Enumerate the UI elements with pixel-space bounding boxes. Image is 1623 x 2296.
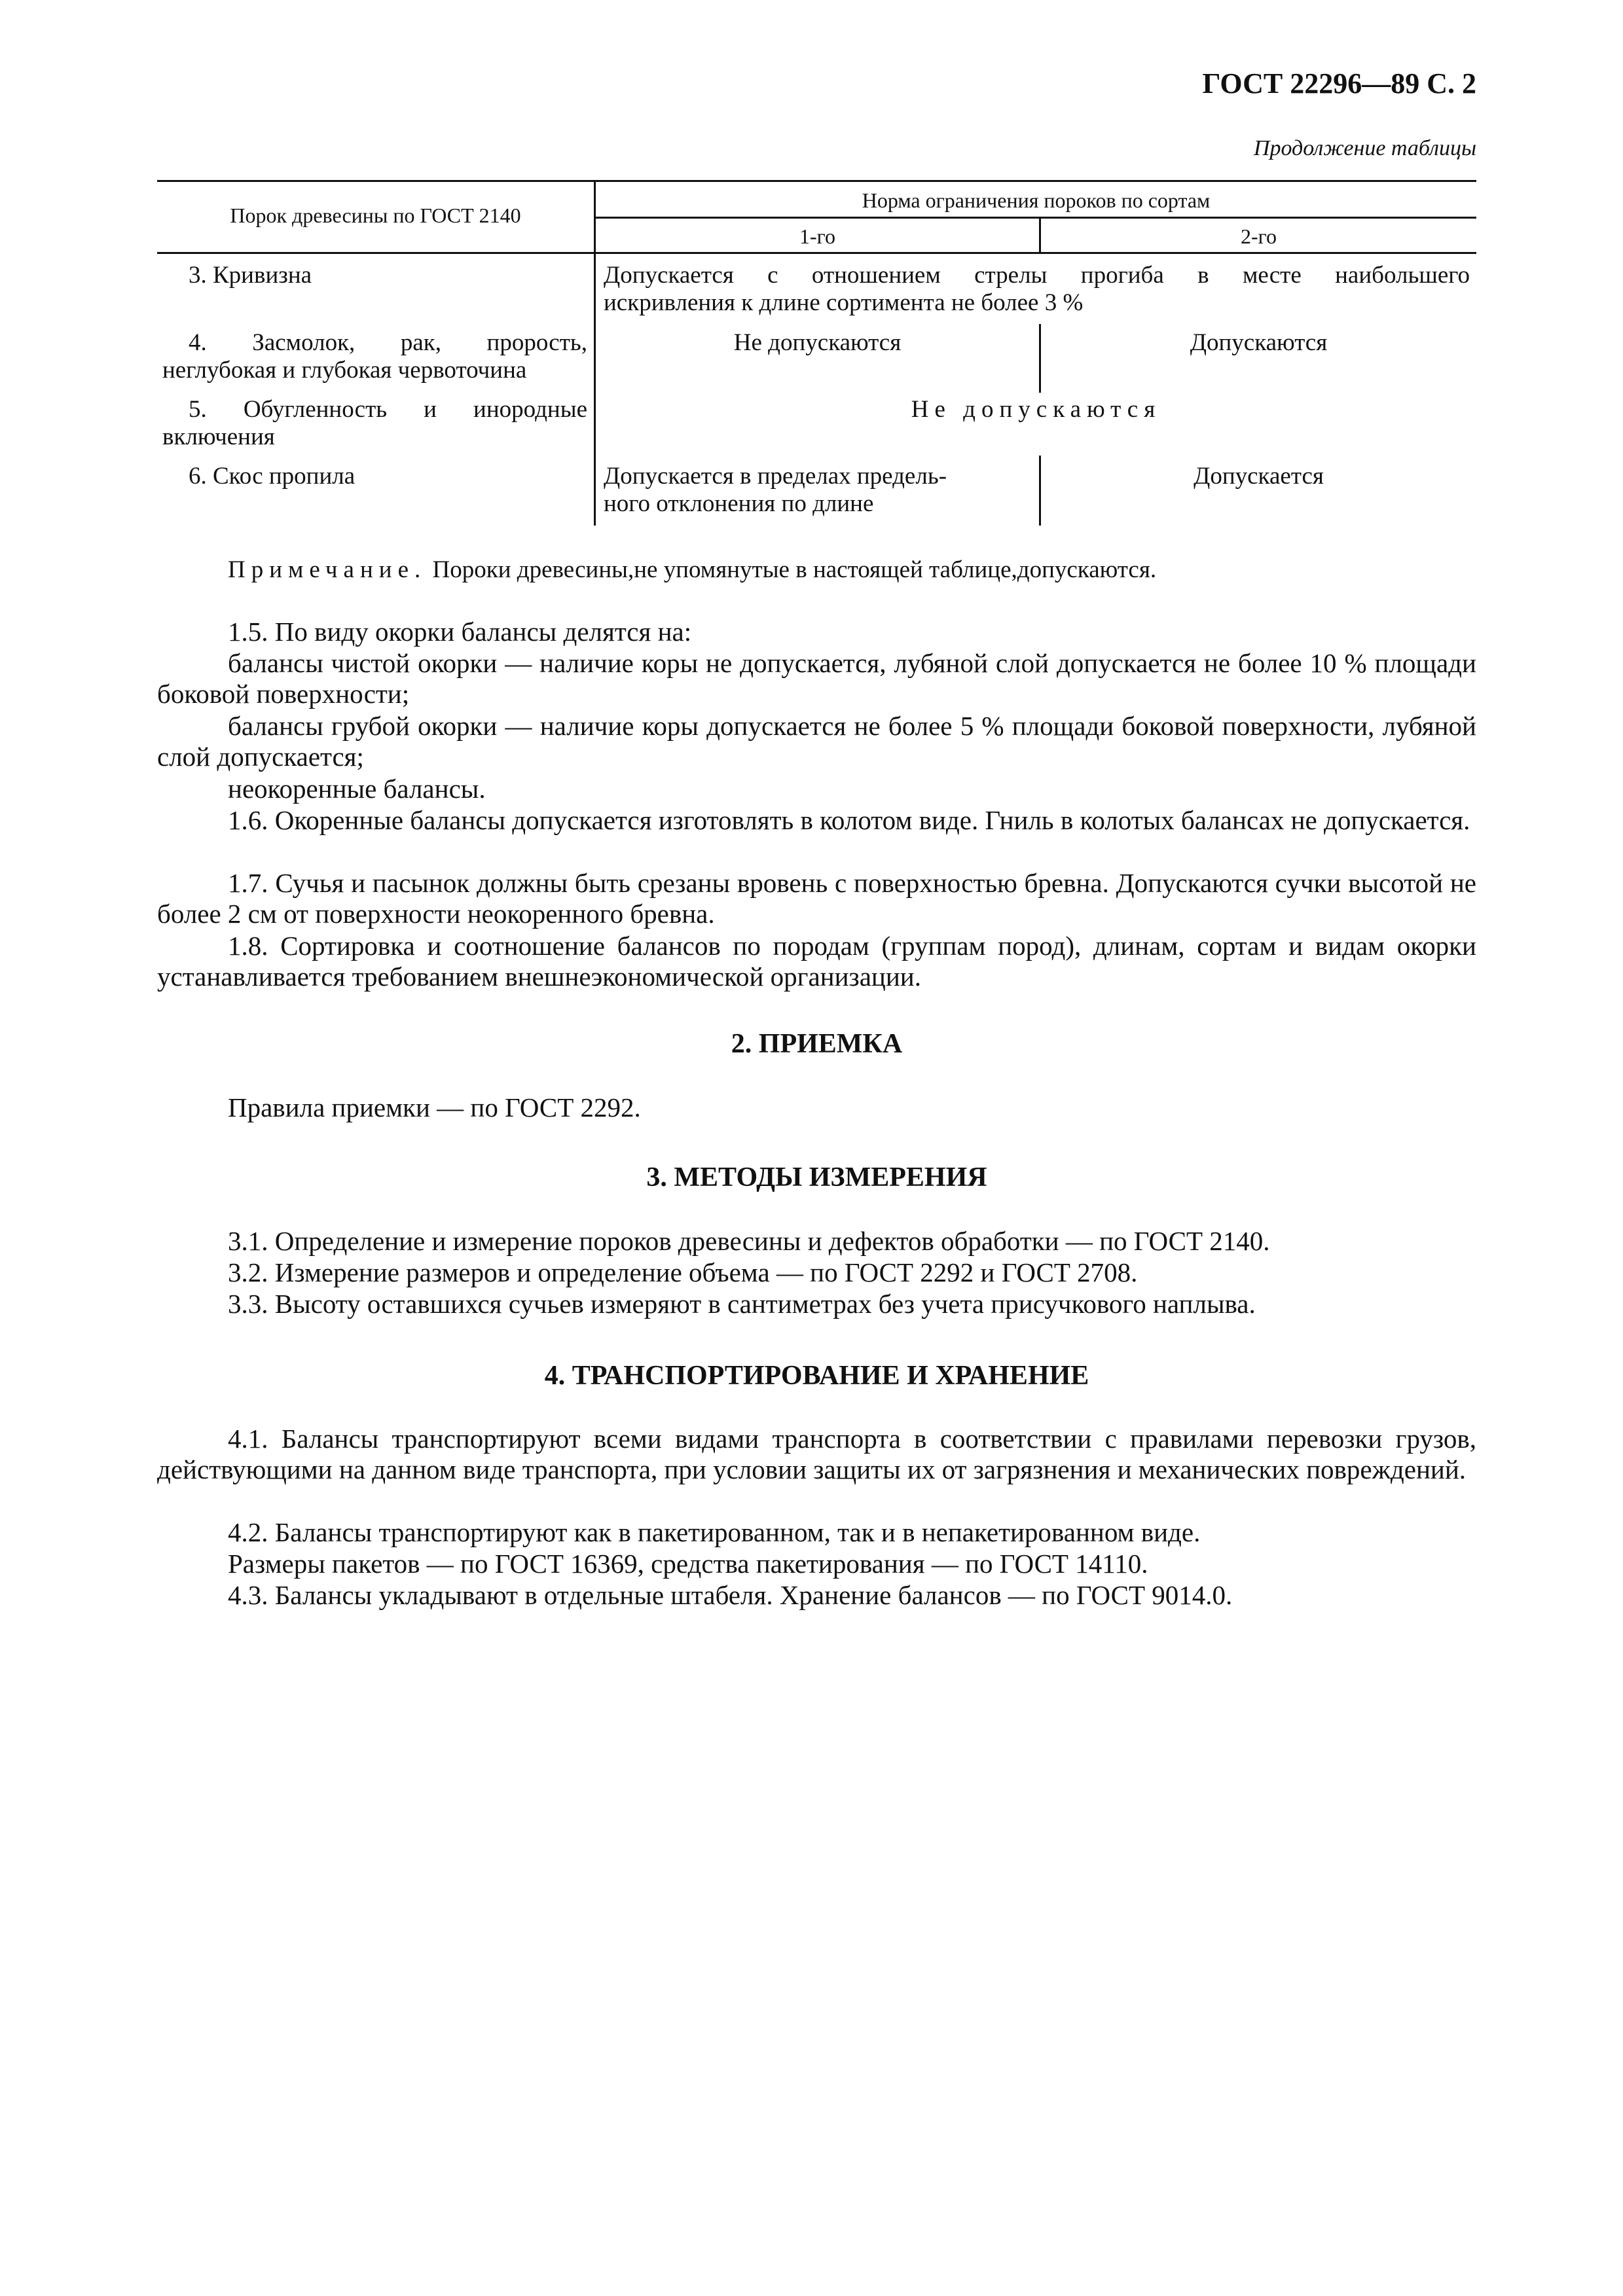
row6-grade1-line1: Допускается в пределах предель- <box>604 463 947 490</box>
row6-defect: 6. Скос пропила <box>189 463 356 490</box>
para-1-8: 1.8. Сортировка и соотношение балансов по породам (группам пород), длинам, сортам и видам окорки устанавливается требованием внешнеэкономической организации. <box>157 931 1476 992</box>
para-1-6: 1.6. Окоренные балансы допускается изготовлять в колотом виде. Гниль в колотых балансах не допускается. <box>228 805 1470 835</box>
row5-defect-line2: включения <box>162 423 275 450</box>
para-1-7: 1.7. Сучья и пасынок должны быть срезаны вровень с поверхностью бревна. Допускаются сучки высотой не более 2 см от поверхности неокоренного бревна. <box>157 868 1476 929</box>
para-4-2-sizes: Размеры пакетов — по ГОСТ 16369, средства пакетирования — по ГОСТ 14110. <box>228 1549 1148 1579</box>
para-1-5: 1.5. По виду окорки балансы делятся на: <box>228 617 692 647</box>
para-2: Правила приемки — по ГОСТ 2292. <box>228 1092 641 1122</box>
para-1-5-unbarked: неокоренные балансы. <box>228 774 486 804</box>
row3-defect: 3. Кривизна <box>189 262 312 289</box>
para-4-3: 4.3. Балансы укладывают в отдельные штабеля. Хранение балансов — по ГОСТ 9014.0. <box>228 1580 1233 1610</box>
note-text: Пороки древесины,не упомянутые в настоящей таблице,допускаются. <box>432 556 1157 583</box>
table-header-rule <box>157 252 1476 254</box>
row6-grade2: Допускается <box>1194 463 1324 490</box>
header-norm: Норма ограничения пороков по сортам <box>862 188 1211 212</box>
table-top-rule <box>157 180 1476 182</box>
table-subheader-rule <box>594 217 1476 219</box>
section-3-title: 3. МЕТОДЫ ИЗМЕРЕНИЯ <box>646 1162 987 1193</box>
row6-grade1-line2: ного отклонения по длине <box>604 490 874 517</box>
row4-grade2: Допускаются <box>1190 329 1328 356</box>
header-grade2: 2-го <box>1241 224 1277 248</box>
para-1-5-rough: балансы грубой окорки — наличие коры допускается не более 5 % площади боковой поверхности, лубяной слой допускается; <box>157 711 1476 772</box>
table-continuation-label: Продолжение таблицы <box>1253 136 1476 160</box>
header-grade1: 1-го <box>799 224 835 248</box>
row4-defect-line2: неглубокая и глубокая червоточина <box>162 357 527 384</box>
row3-norm-line2: искривления к длине сортимента не более 3 % <box>604 289 1084 316</box>
section-2-title: 2. ПРИЕМКА <box>731 1029 903 1059</box>
row3-norm-line1: Допускается с отношением стрелы прогиба в месте наибольшего <box>604 262 1470 289</box>
row5-defect-line1: 5. Обугленность и инородные <box>189 396 587 423</box>
para-3-2: 3.2. Измерение размеров и определение объема — по ГОСТ 2292 и ГОСТ 2708. <box>228 1257 1138 1287</box>
row5-norm: Не допускаются <box>911 396 1161 423</box>
table-note <box>228 556 1156 584</box>
row4-defect-line1: 4. Засмолок, рак, прорость, <box>189 329 587 356</box>
para-4-2: 4.2. Балансы транспортируют как в пакетированном, так и в непакетированном виде. <box>228 1517 1201 1547</box>
header-defect: Порок древесины по ГОСТ 2140 <box>230 204 521 227</box>
para-4-1: 4.1. Балансы транспортируют всеми видами транспорта в соответствии с правилами перевозки грузов, действующими на данном виде транспорта, при условии защиты их от загрязнения и механических повреждений. <box>157 1424 1476 1484</box>
note-label: Примечание. <box>228 556 427 583</box>
section-4-title: 4. ТРАНСПОРТИРОВАНИЕ И ХРАНЕНИЕ <box>544 1361 1089 1391</box>
defects-table <box>157 180 1476 526</box>
document-number: ГОСТ 22296—89 С. 2 <box>1202 67 1476 99</box>
row4-grade1: Не допускаются <box>733 329 902 356</box>
para-3-3: 3.3. Высоту оставшихся сучьев измеряют в сантиметрах без учета присучкового наплыва. <box>228 1289 1256 1319</box>
para-3-1: 3.1. Определение и измерение пороков древесины и дефектов обработки — по ГОСТ 2140. <box>228 1226 1270 1256</box>
para-1-5-clean: балансы чистой окорки — наличие коры не допускается, лубяной слой допускается не более 10 % площади боковой поверхности; <box>157 648 1476 709</box>
